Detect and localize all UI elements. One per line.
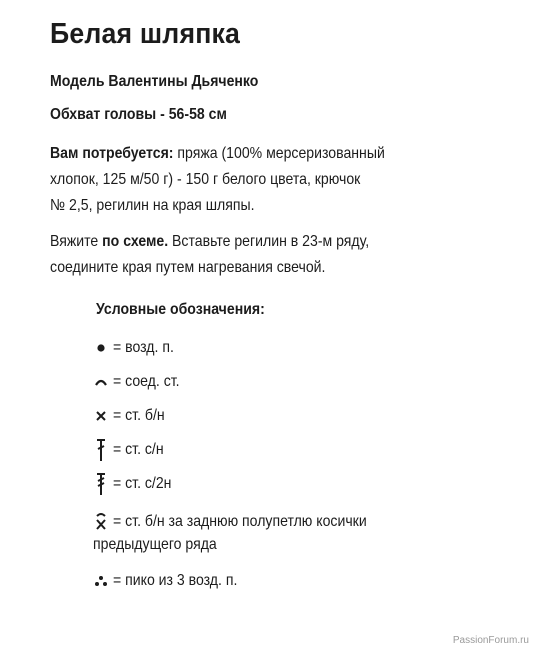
- materials-text-1: пряжа (100% мерсеризованный: [177, 145, 385, 162]
- instructions-start: Вяжите: [50, 233, 99, 250]
- materials-line-3: № 2,5, регилин на края шляпы.: [50, 197, 255, 214]
- picot-icon: [93, 568, 109, 594]
- arc-icon: [93, 369, 109, 395]
- cross-icon: [93, 403, 109, 429]
- legend-item: [93, 509, 401, 535]
- legend-item-label: = ст. с/2н: [113, 475, 172, 492]
- legend-item: [93, 568, 254, 594]
- dot-icon: [93, 335, 109, 361]
- instructions-line-2: соедините края путем нагревания свечой.: [50, 259, 326, 276]
- watermark: PassionForum.ru: [452, 635, 529, 646]
- legend-item: [93, 335, 182, 361]
- document-title: Белая шляпка: [50, 18, 241, 50]
- legend-item-label: = возд. п.: [113, 339, 174, 356]
- legend-title: Условные обозначения:: [96, 301, 265, 318]
- legend-item: [93, 437, 171, 463]
- instructions-paragraph: [50, 229, 490, 281]
- materials-line-1: [50, 141, 490, 167]
- legend-item-label: = ст. б/н: [113, 407, 165, 424]
- legend-item-label: = ст. б/н за заднюю полупетлю косички: [113, 513, 367, 530]
- materials-paragraph: [50, 141, 490, 219]
- legend-item-label: = пико из 3 возд. п.: [113, 572, 238, 589]
- instructions-rest: Вставьте регилин в 23-м ряду,: [172, 233, 370, 250]
- back-loop-sc-icon: [93, 509, 109, 535]
- instructions-line-1: [50, 229, 490, 255]
- legend-item-label: = ст. с/н: [113, 441, 164, 458]
- legend-item: [93, 369, 189, 395]
- materials-label: Вам потребуется:: [50, 145, 174, 162]
- head-size-line: Обхват головы - 56-58 см: [50, 106, 227, 123]
- tc-icon: [93, 471, 109, 497]
- author-line: Модель Валентины Дьяченко: [50, 73, 259, 90]
- dc-icon: [93, 437, 109, 463]
- instructions-bold: по схеме.: [102, 233, 169, 250]
- legend-item-label: = соед. ст.: [113, 373, 180, 390]
- legend-item-label-cont: предыдущего ряда: [93, 536, 217, 553]
- materials-line-2: хлопок, 125 м/50 г) - 150 г белого цвета, крючок: [50, 171, 361, 188]
- legend-item: [93, 471, 179, 497]
- legend-item: [93, 403, 172, 429]
